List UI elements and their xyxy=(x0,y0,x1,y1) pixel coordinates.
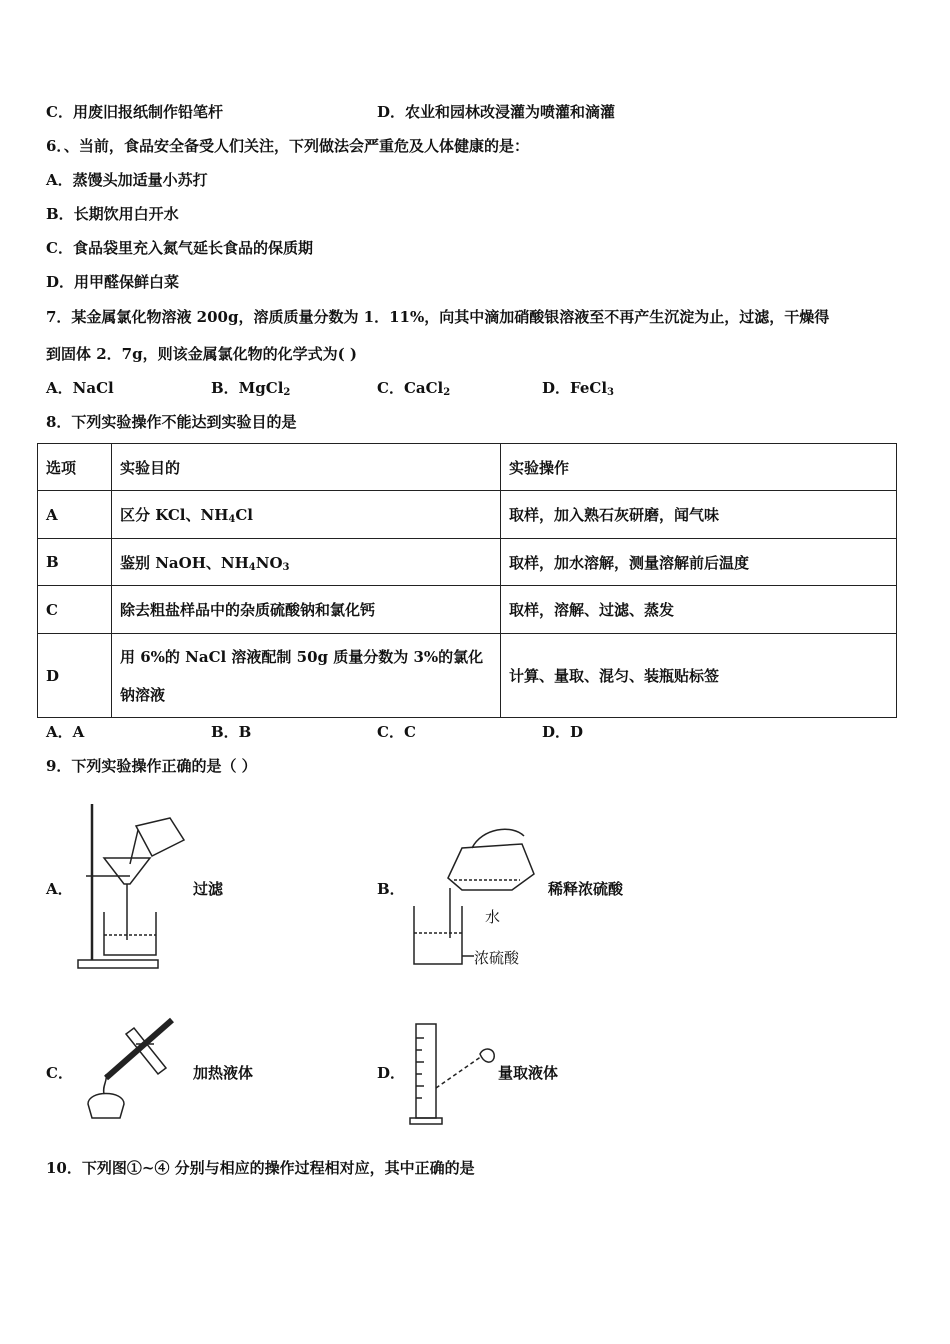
q9-option-a-label: 过滤 xyxy=(193,880,224,898)
table-row xyxy=(38,634,897,718)
q9-stem: 9．下列实验操作正确的是（ ） xyxy=(46,757,257,775)
dilution-diagram xyxy=(402,818,547,968)
table-row xyxy=(38,586,897,634)
row-option: B xyxy=(38,539,112,586)
row-option: D xyxy=(38,634,112,718)
table-row xyxy=(38,539,897,586)
q8-answer-d: D．D xyxy=(542,723,584,741)
row-operation: 取样，加水溶解，测量溶解前后温度 xyxy=(501,539,897,586)
q7-stem-line2: 到固体 2．7g，则该金属氯化物的化学式为( ) xyxy=(46,345,358,363)
q9-option-b-letter: B． xyxy=(377,880,405,898)
row-option: C xyxy=(38,586,112,634)
table-row xyxy=(38,491,897,539)
q7-option-b: B．MgCl$_2$ xyxy=(211,379,291,398)
graduated-cylinder-diagram xyxy=(404,1018,500,1128)
row-operation: 取样，加入熟石灰研磨，闻气味 xyxy=(501,491,897,539)
q7-option-d: D．FeCl$_3$ xyxy=(542,379,614,398)
q8-stem: 8．下列实验操作不能达到实验目的是 xyxy=(46,413,297,431)
row-option: A xyxy=(38,491,112,539)
row-operation: 计算、量取、混匀、装瓶贴标签 xyxy=(501,634,897,718)
header-purpose: 实验目的 xyxy=(112,444,501,491)
q6-option-c: C．食品袋里充入氮气延长食品的保质期 xyxy=(46,239,313,257)
q7-option-c: C．CaCl$_2$ xyxy=(377,379,451,398)
q6-stem: 6．、当前，食品安全备受人们关注，下列做法会严重危及人体健康的是： xyxy=(46,137,529,155)
header-operation: 实验操作 xyxy=(501,444,897,491)
q5-option-d: D．农业和园林改浸灌为喷灌和滴灌 xyxy=(377,103,616,121)
row-purpose: 用 6%的 NaCl 溶液配制 50g 质量分数为 3%的氯化 钠溶液 xyxy=(112,634,501,718)
row-purpose: 除去粗盐样品中的杂质硫酸钠和氯化钙 xyxy=(112,586,501,634)
q7-option-a: A．NaCl xyxy=(46,379,114,397)
q9-option-b-acid: 浓硫酸 xyxy=(474,949,520,967)
row-purpose: 鉴别 NaOH、$NH_4NO_3$ xyxy=(112,539,501,586)
q5-option-c: C．用废旧报纸制作铅笔杆 xyxy=(46,103,223,121)
q6-option-d: D．用甲醛保鲜白菜 xyxy=(46,273,180,291)
q9-option-c-letter: C． xyxy=(46,1064,73,1082)
filtration-diagram xyxy=(72,800,192,972)
q9-option-b-label: 稀释浓硫酸 xyxy=(548,880,624,898)
q9-option-a-letter: A． xyxy=(46,880,73,898)
header-option: 选项 xyxy=(38,444,112,491)
q9-option-d-letter: D． xyxy=(377,1064,406,1082)
q8-answer-a: A．A xyxy=(46,723,85,741)
table-header-row xyxy=(38,444,897,491)
q9-option-c-label: 加热液体 xyxy=(193,1064,254,1082)
q10-stem: 10．下列图①~④ 分别与相应的操作过程相对应，其中正确的是 xyxy=(46,1159,475,1177)
q8-table xyxy=(37,443,897,718)
q9-option-b-water: 水 xyxy=(485,908,501,926)
q8-answer-b: B．B xyxy=(211,723,252,741)
row-purpose: 区分 KCl、$NH_4Cl$ xyxy=(112,491,501,539)
q6-option-b: B．长期饮用白开水 xyxy=(46,205,179,223)
q8-answer-c: C．C xyxy=(377,723,416,741)
row-operation: 取样，溶解、过滤、蒸发 xyxy=(501,586,897,634)
q6-option-a: A．蒸馒头加适量小苏打 xyxy=(46,171,208,189)
heating-diagram xyxy=(76,1014,186,1124)
q9-option-d-label: 量取液体 xyxy=(498,1064,559,1082)
q7-stem-line1: 7．某金属氯化物溶液 200g，溶质质量分数为 1．11%，向其中滴加硝酸银溶液至不再产生沉淀为止，过滤，干燥得 xyxy=(46,308,830,326)
